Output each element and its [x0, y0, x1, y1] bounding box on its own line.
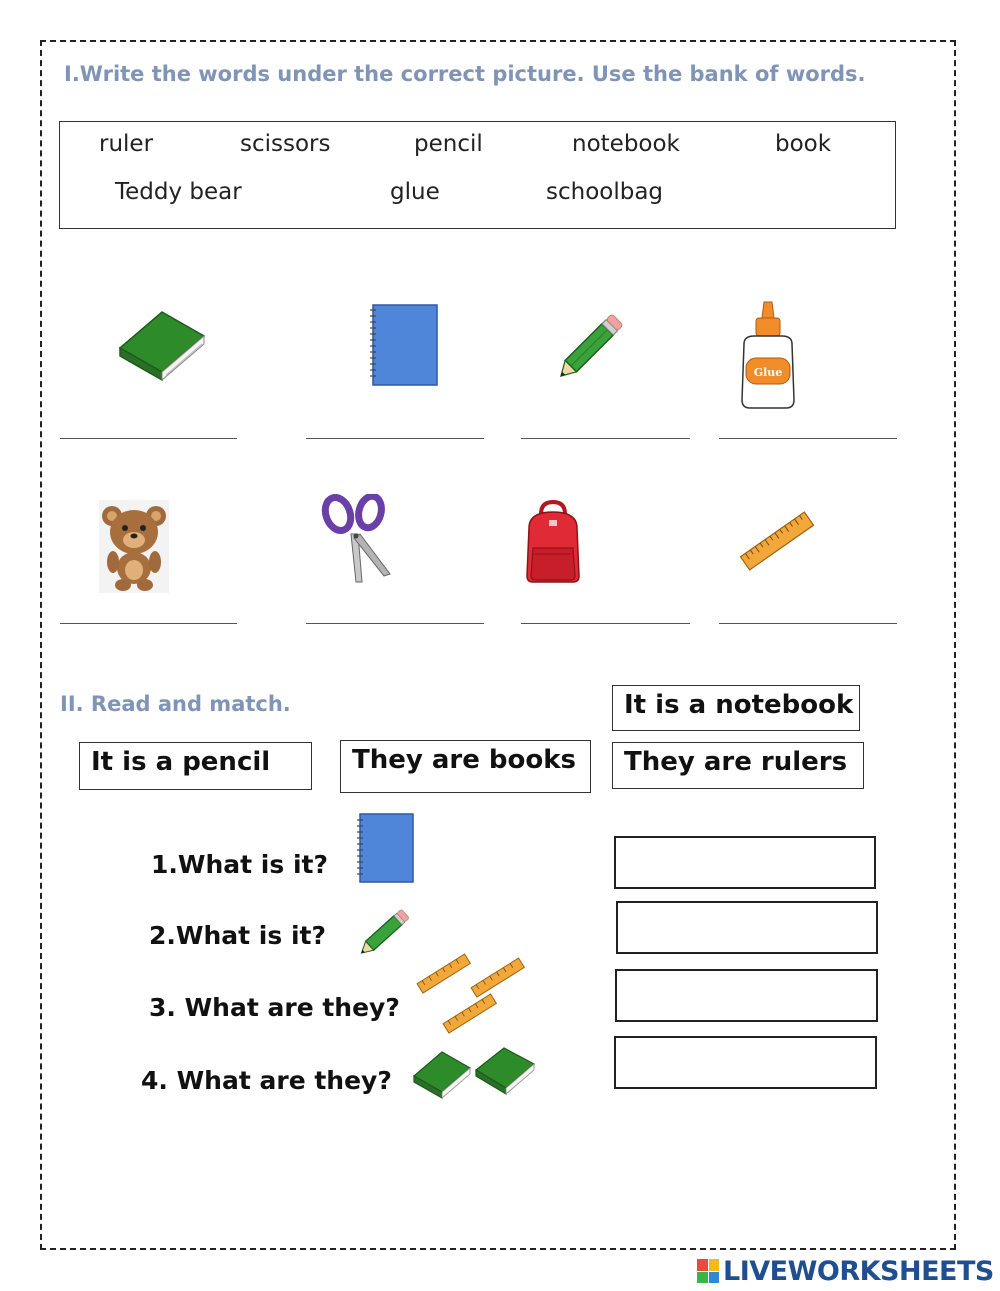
- question-4: 4. What are they?: [141, 1066, 392, 1095]
- glue-label: Glue: [753, 366, 783, 379]
- section-2-title: II. Read and match.: [60, 692, 291, 716]
- scissors-picture: [318, 494, 396, 584]
- teddy-bear-picture: [99, 500, 169, 593]
- answer-line[interactable]: [719, 623, 897, 624]
- word-bank-item: ruler: [99, 131, 154, 157]
- question-3: 3. What are they?: [149, 993, 400, 1022]
- answer-line[interactable]: [60, 438, 237, 439]
- word-bank-item: scissors: [240, 131, 331, 157]
- answer-line[interactable]: [521, 623, 690, 624]
- logo-icon: [697, 1259, 719, 1283]
- sentence-card[interactable]: They are books: [340, 740, 591, 793]
- notebook-picture: [368, 302, 440, 388]
- pencil-picture: [356, 902, 416, 960]
- word-bank-item: Teddy bear: [115, 179, 242, 205]
- answer-line[interactable]: [521, 438, 690, 439]
- word-bank-item: glue: [390, 179, 440, 205]
- word-bank-item: schoolbag: [546, 179, 664, 205]
- answer-box[interactable]: [614, 836, 876, 889]
- answer-line[interactable]: [60, 623, 237, 624]
- question-2: 2.What is it?: [149, 921, 326, 950]
- word-bank-item: notebook: [572, 131, 680, 157]
- pencil-picture: [552, 306, 632, 384]
- rulers-picture: [412, 952, 530, 1038]
- answer-line[interactable]: [306, 623, 484, 624]
- answer-box[interactable]: [614, 1036, 877, 1089]
- answer-line[interactable]: [719, 438, 897, 439]
- ruler-picture: [736, 508, 818, 574]
- word-bank-item: book: [775, 131, 832, 157]
- glue-picture: [736, 300, 800, 412]
- question-1: 1.What is it?: [151, 850, 328, 879]
- logo-text: LIVEWORKSHEETS: [723, 1255, 994, 1287]
- word-bank-item: pencil: [414, 131, 483, 157]
- sentence-card[interactable]: It is a notebook: [612, 685, 860, 731]
- sentence-card[interactable]: They are rulers: [612, 742, 864, 789]
- liveworksheets-logo[interactable]: [697, 1257, 994, 1285]
- books-picture: [410, 1046, 538, 1102]
- schoolbag-picture: [523, 500, 583, 584]
- answer-box[interactable]: [616, 901, 878, 954]
- notebook-picture: [356, 812, 416, 884]
- answer-box[interactable]: [615, 969, 878, 1022]
- section-1-title: I.Write the words under the correct picture. Use the bank of words.: [64, 62, 866, 86]
- sentence-card[interactable]: It is a pencil: [79, 742, 312, 790]
- book-picture: [112, 300, 212, 385]
- answer-line[interactable]: [306, 438, 484, 439]
